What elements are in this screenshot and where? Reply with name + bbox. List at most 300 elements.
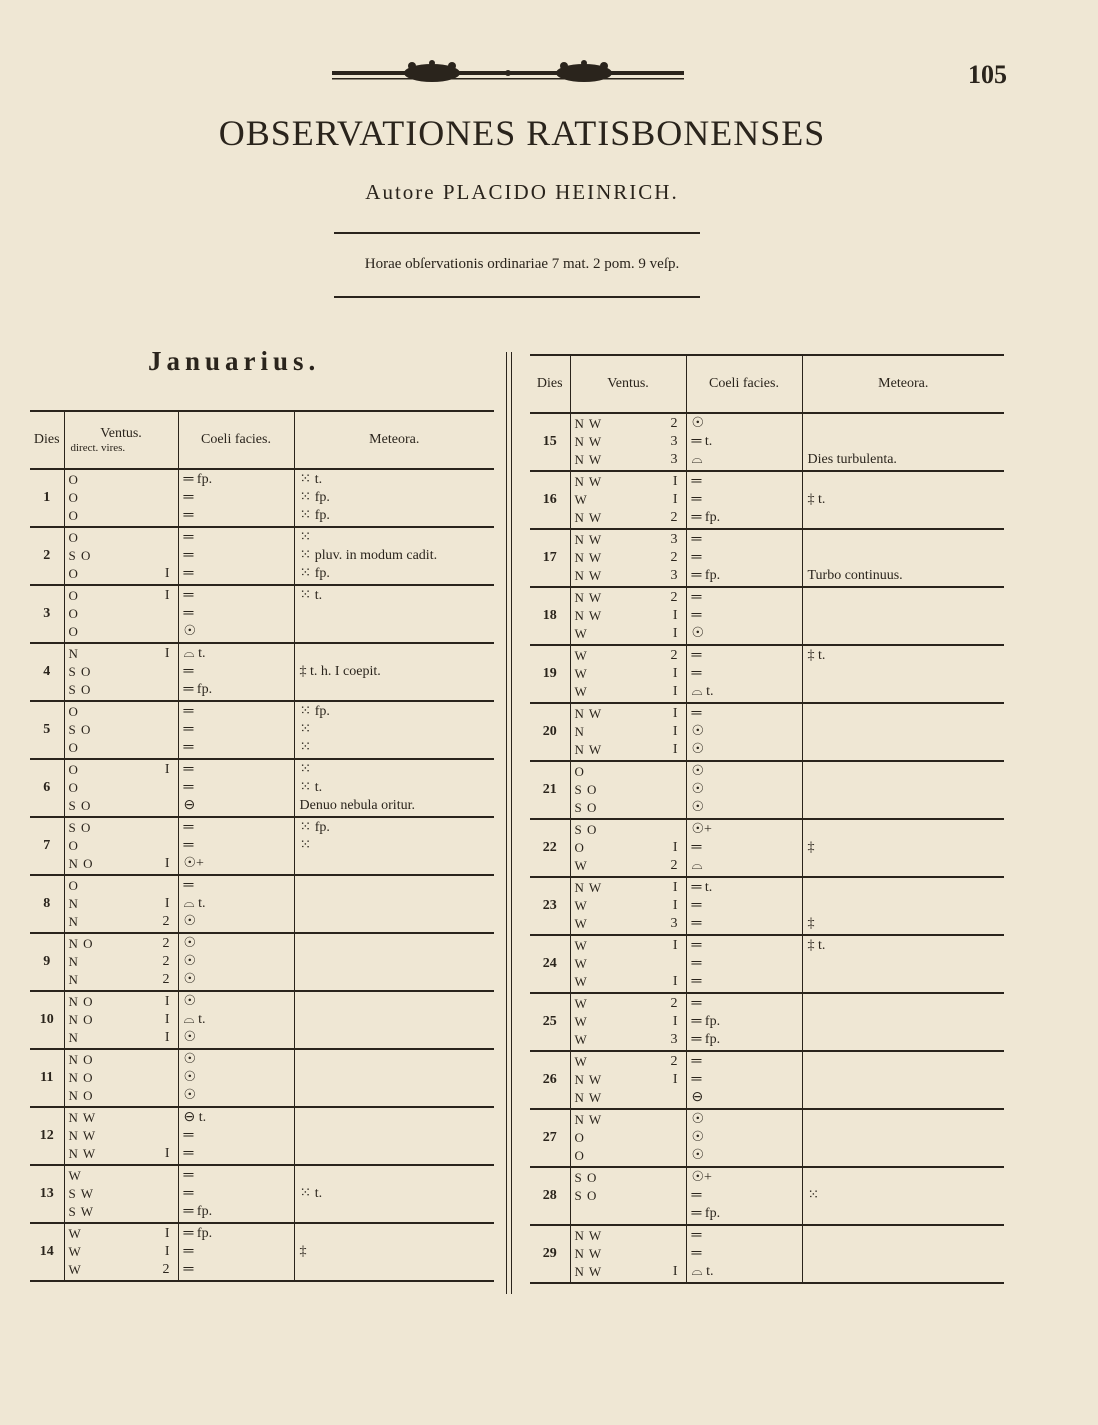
wind-reading <box>65 605 178 623</box>
sky-symbol: ═ t. <box>691 434 713 449</box>
wind-direction: N <box>68 1030 79 1045</box>
wind-force <box>638 763 678 781</box>
sky-symbol: ═ <box>183 1244 194 1259</box>
author-line: Autore PLACIDO HEINRICH. <box>365 180 679 204</box>
table-row <box>30 643 494 701</box>
sky-cell <box>686 1167 802 1225</box>
sky-symbol: ═ fp. <box>691 1032 721 1047</box>
wind-reading <box>571 625 686 643</box>
wind-force: 3 <box>670 452 678 467</box>
wind-reading <box>571 879 686 897</box>
wind-reading <box>65 663 178 681</box>
wind-cell <box>570 1225 686 1283</box>
wind-force: I <box>164 762 170 777</box>
sky-symbol: ═ <box>183 1146 194 1161</box>
wind-direction: W <box>574 1054 588 1069</box>
wind-cell <box>570 935 686 993</box>
meteora-cell <box>294 1107 494 1165</box>
wind-direction: N W <box>574 532 603 547</box>
wind-force: 2 <box>162 936 170 951</box>
meteora-note: ⁙ fp. <box>299 820 330 835</box>
wind-force: I <box>672 898 678 913</box>
wind-force <box>130 1127 170 1145</box>
wind-force: I <box>672 742 678 757</box>
table-row <box>530 413 1004 471</box>
wind-cell <box>64 1165 178 1223</box>
meteora-cell <box>294 643 494 701</box>
wind-reading <box>65 913 178 931</box>
meteora-note <box>803 799 1005 817</box>
meteora-note: ‡ t. <box>807 938 826 953</box>
meteora-note <box>803 1053 1005 1071</box>
meteora-cell <box>294 1049 494 1107</box>
meteora-cell <box>294 469 494 527</box>
wind-direction: S W <box>68 1186 95 1201</box>
wind-reading <box>571 915 686 933</box>
sky-symbol: ═ <box>691 898 702 913</box>
meteora-note <box>803 995 1005 1013</box>
wind-reading <box>571 995 686 1013</box>
meteora-note <box>803 549 1005 567</box>
wind-reading <box>571 1071 686 1089</box>
wind-direction: N W <box>68 1128 97 1143</box>
meteora-note <box>803 781 1005 799</box>
day-number: 12 <box>39 1128 54 1143</box>
wind-direction: N W <box>574 510 603 525</box>
wind-direction: N W <box>574 568 603 583</box>
wind-cell <box>570 1109 686 1167</box>
wind-direction: N W <box>574 1090 603 1105</box>
wind-reading <box>65 1185 178 1203</box>
sky-symbol: ═ fp. <box>183 682 213 697</box>
wind-direction: W <box>68 1168 82 1183</box>
sky-symbol: ☉ <box>691 1148 705 1163</box>
col-header-dies: Dies <box>536 376 563 391</box>
wind-force: I <box>672 608 678 623</box>
meteora-note <box>295 1145 495 1163</box>
wind-force <box>638 955 678 973</box>
wind-cell <box>570 471 686 529</box>
table-header-row <box>30 411 494 469</box>
sky-symbol: ═ <box>691 1228 702 1243</box>
meteora-cell <box>294 759 494 817</box>
table-row <box>30 875 494 933</box>
sky-cell <box>178 875 294 933</box>
wind-reading <box>571 1245 686 1263</box>
wind-direction: N <box>68 646 79 661</box>
sky-symbol: ═ <box>183 566 194 581</box>
sky-cell <box>178 933 294 991</box>
meteora-cell <box>294 933 494 991</box>
wind-reading <box>65 1051 178 1069</box>
wind-direction: N W <box>68 1110 97 1125</box>
day-number: 29 <box>542 1246 557 1261</box>
wind-direction: S O <box>68 664 92 679</box>
table-row <box>530 529 1004 587</box>
sky-symbol: ═ <box>691 666 702 681</box>
meteora-note <box>295 913 495 931</box>
meteora-note <box>295 1109 495 1127</box>
wind-direction: O <box>68 530 79 545</box>
wind-cell <box>570 703 686 761</box>
day-number: 24 <box>542 956 557 971</box>
meteora-cell <box>802 471 1004 529</box>
meteora-note <box>803 821 1005 839</box>
wind-cell <box>64 1049 178 1107</box>
sky-symbol: ═ <box>183 530 194 545</box>
wind-reading <box>571 973 686 991</box>
meteora-note <box>295 1167 495 1185</box>
meteora-note <box>295 681 495 699</box>
sky-symbol: ☉ <box>691 764 705 779</box>
sky-symbol: ═ <box>183 780 194 795</box>
meteora-note <box>803 1013 1005 1031</box>
wind-reading <box>571 531 686 549</box>
meteora-note <box>295 1087 495 1105</box>
sky-cell <box>178 1223 294 1281</box>
day-number: 14 <box>39 1244 54 1259</box>
sky-cell <box>686 993 802 1051</box>
sky-symbol: ☉ <box>183 624 197 639</box>
wind-reading <box>65 721 178 739</box>
wind-direction: O <box>68 566 79 581</box>
table-row <box>30 701 494 759</box>
col-header-meteora: Meteora. <box>294 411 494 469</box>
wind-reading <box>65 761 178 779</box>
wind-force <box>638 1089 678 1107</box>
table-row <box>530 471 1004 529</box>
wind-direction: N <box>68 972 79 987</box>
wind-reading <box>65 797 178 815</box>
sky-symbol: ☉ <box>183 1052 197 1067</box>
ventus-label: Ventus. <box>100 426 142 441</box>
wind-reading <box>571 1013 686 1031</box>
wind-direction: O <box>68 490 79 505</box>
sky-cell <box>178 817 294 875</box>
sky-symbol: ═ fp. <box>183 472 213 487</box>
wind-force: I <box>672 880 678 895</box>
wind-direction: S O <box>68 682 92 697</box>
wind-reading <box>571 1227 686 1245</box>
meteora-cell <box>294 817 494 875</box>
sky-symbol: ═ <box>183 606 194 621</box>
sky-symbol: ═ fp. <box>691 510 721 525</box>
meteora-note <box>803 857 1005 875</box>
table-row <box>30 1165 494 1223</box>
wind-force: 3 <box>670 568 678 583</box>
sky-symbol: ═ <box>691 974 702 989</box>
wind-direction: N W <box>574 608 603 623</box>
sky-cell <box>686 877 802 935</box>
sky-symbol: ═ <box>183 820 194 835</box>
sky-symbol: ⌓ <box>691 858 703 873</box>
sky-symbol: ═ fp. <box>691 1206 721 1221</box>
sky-cell <box>178 701 294 759</box>
wind-reading <box>571 473 686 491</box>
sky-cell <box>686 471 802 529</box>
wind-direction: S O <box>68 798 92 813</box>
observations-table-left <box>30 410 494 1282</box>
wind-force: I <box>672 1014 678 1029</box>
meteora-note <box>803 897 1005 915</box>
sky-symbol: ═ <box>183 1186 194 1201</box>
meteora-note <box>803 589 1005 607</box>
wind-force <box>130 877 170 895</box>
wind-reading <box>65 1087 178 1105</box>
meteora-note <box>803 415 1005 433</box>
wind-cell <box>64 643 178 701</box>
day-number: 3 <box>43 606 51 621</box>
meteora-note <box>295 971 495 989</box>
meteora-note: ‡ t. <box>807 492 826 507</box>
table-row <box>530 587 1004 645</box>
meteora-note: ⁙ <box>299 762 312 777</box>
wind-direction: O <box>574 1130 585 1145</box>
wind-direction: W <box>574 996 588 1011</box>
wind-direction: W <box>574 916 588 931</box>
wind-force: I <box>164 1226 170 1241</box>
table-row <box>30 585 494 643</box>
wind-direction: N W <box>574 880 603 895</box>
wind-force: I <box>164 646 170 661</box>
table-row <box>530 1051 1004 1109</box>
day-number: 5 <box>43 722 51 737</box>
wind-direction: O <box>574 1148 585 1163</box>
wind-direction: W <box>574 974 588 989</box>
wind-reading <box>65 645 178 663</box>
meteora-note: ‡ <box>807 840 815 855</box>
table-row <box>530 877 1004 935</box>
wind-reading <box>65 855 178 873</box>
wind-reading <box>571 451 686 469</box>
wind-direction: O <box>68 762 79 777</box>
sky-symbol: ☉ <box>183 914 197 929</box>
table-row <box>530 761 1004 819</box>
wind-reading <box>571 549 686 567</box>
wind-force: I <box>672 840 678 855</box>
wind-reading <box>571 509 686 527</box>
sky-symbol: ☉ <box>183 1088 197 1103</box>
table-row <box>30 469 494 527</box>
sky-cell <box>686 1051 802 1109</box>
wind-force: 3 <box>670 532 678 547</box>
meteora-cell <box>802 935 1004 993</box>
wind-reading <box>65 507 178 525</box>
meteora-note <box>295 1069 495 1087</box>
sky-symbol: ═ <box>691 916 702 931</box>
wind-cell <box>570 993 686 1051</box>
wind-force: I <box>164 856 170 871</box>
table-row <box>30 991 494 1049</box>
wind-force <box>130 1069 170 1087</box>
wind-force <box>130 547 170 565</box>
sky-symbol: ☉ <box>691 1130 705 1145</box>
day-number: 8 <box>43 896 51 911</box>
sky-symbol: ═ <box>183 878 194 893</box>
meteora-note: ⁙ t. <box>299 588 323 603</box>
wind-direction: O <box>68 704 79 719</box>
sky-cell <box>686 819 802 877</box>
wind-cell <box>570 1051 686 1109</box>
col-header-coeli: Coeli facies. <box>686 355 802 413</box>
wind-force <box>638 781 678 799</box>
sky-symbol: ═ <box>183 548 194 563</box>
wind-force: I <box>164 1146 170 1161</box>
sky-symbol: ☉+ <box>183 856 204 871</box>
sky-symbol: ☉ <box>183 1070 197 1085</box>
wind-reading <box>65 953 178 971</box>
wind-direction: W <box>574 1032 588 1047</box>
meteora-note <box>803 1129 1005 1147</box>
wind-force <box>130 1203 170 1221</box>
wind-reading <box>571 683 686 701</box>
wind-direction: N O <box>68 856 94 871</box>
meteora-note <box>803 1071 1005 1089</box>
meteora-note <box>295 1127 495 1145</box>
wind-reading <box>571 799 686 817</box>
wind-direction: N W <box>574 474 603 489</box>
wind-direction: S O <box>68 820 92 835</box>
meteora-cell <box>802 703 1004 761</box>
day-number: 20 <box>542 724 557 739</box>
meteora-note <box>295 1051 495 1069</box>
meteora-note <box>803 1147 1005 1165</box>
wind-reading <box>65 471 178 489</box>
wind-direction: O <box>68 878 79 893</box>
day-number: 23 <box>542 898 557 913</box>
wind-direction: N O <box>68 1012 94 1027</box>
wind-reading <box>571 1147 686 1165</box>
wind-direction: N W <box>574 416 603 431</box>
day-number: 19 <box>542 666 557 681</box>
wind-force <box>130 739 170 757</box>
meteora-note: ‡ <box>299 1244 307 1259</box>
sky-cell <box>178 759 294 817</box>
sky-cell <box>178 527 294 585</box>
wind-reading <box>65 739 178 757</box>
day-number: 15 <box>542 434 557 449</box>
wind-force <box>130 779 170 797</box>
sky-symbol: ═ <box>691 840 702 855</box>
meteora-cell <box>802 529 1004 587</box>
meteora-note <box>803 665 1005 683</box>
wind-direction: W <box>68 1226 82 1241</box>
wind-reading <box>65 779 178 797</box>
month-heading: Januarius. <box>148 346 321 376</box>
sky-symbol: ═ <box>691 648 702 663</box>
sky-symbol: ⊖ <box>691 1090 704 1105</box>
col-header-ventus <box>64 411 178 469</box>
sky-symbol: ☉ <box>691 742 705 757</box>
meteora-note <box>295 1203 495 1221</box>
wind-direction: N W <box>574 452 603 467</box>
wind-cell <box>570 413 686 471</box>
wind-direction: O <box>68 588 79 603</box>
wind-reading <box>571 665 686 683</box>
wind-direction: S O <box>574 822 598 837</box>
wind-cell <box>570 645 686 703</box>
sky-symbol: ⌓ t. <box>691 684 714 699</box>
wind-direction: N <box>68 914 79 929</box>
sky-cell <box>686 413 802 471</box>
wind-reading <box>65 681 178 699</box>
wind-force <box>130 471 170 489</box>
wind-direction: N O <box>68 1052 94 1067</box>
meteora-note: Dies turbulenta. <box>807 452 897 467</box>
meteora-note <box>803 509 1005 527</box>
wind-force: I <box>672 724 678 739</box>
wind-reading <box>571 1205 686 1223</box>
meteora-note <box>295 623 495 641</box>
wind-force: I <box>164 994 170 1009</box>
wind-force: I <box>672 492 678 507</box>
meteora-note: ⁙ <box>299 722 312 737</box>
day-number: 17 <box>542 550 557 565</box>
wind-reading <box>571 491 686 509</box>
sky-symbol: ═ <box>183 838 194 853</box>
meteora-note <box>803 879 1005 897</box>
wind-direction: W <box>574 858 588 873</box>
wind-cell <box>570 819 686 877</box>
wind-direction: S O <box>68 722 92 737</box>
meteora-note <box>295 605 495 623</box>
wind-force <box>130 605 170 623</box>
wind-reading <box>571 567 686 585</box>
wind-force <box>130 663 170 681</box>
day-number: 27 <box>542 1130 557 1145</box>
wind-force: I <box>672 1072 678 1087</box>
col-header-meteora: Meteora. <box>802 355 1004 413</box>
wind-force <box>130 1087 170 1105</box>
wind-force: 2 <box>670 416 678 431</box>
wind-force: 3 <box>670 434 678 449</box>
wind-force: I <box>672 938 678 953</box>
meteora-note <box>803 705 1005 723</box>
meteora-cell <box>294 527 494 585</box>
wind-force: I <box>672 1264 678 1279</box>
meteora-note <box>295 935 495 953</box>
sky-symbol: ☉ <box>691 626 705 641</box>
wind-direction: O <box>574 764 585 779</box>
wind-direction: N O <box>68 1088 94 1103</box>
meteora-cell <box>802 1225 1004 1283</box>
wind-cell <box>64 1223 178 1281</box>
wind-cell <box>64 933 178 991</box>
meteora-note <box>803 625 1005 643</box>
wind-reading <box>571 839 686 857</box>
wind-force: 2 <box>670 510 678 525</box>
meteora-cell <box>802 1109 1004 1167</box>
sky-symbol: ═ <box>691 492 702 507</box>
col-header-ventus: Ventus. <box>570 355 686 413</box>
wind-force: I <box>672 474 678 489</box>
sky-symbol: ☉+ <box>691 1170 712 1185</box>
wind-force <box>638 799 678 817</box>
meteora-note <box>803 723 1005 741</box>
sky-symbol: ═ <box>183 508 194 523</box>
sky-symbol: ⌓ t. <box>183 646 206 661</box>
sky-symbol: ═ fp. <box>183 1226 213 1241</box>
wind-reading <box>571 1129 686 1147</box>
sky-symbol: ⌓ t. <box>183 896 206 911</box>
day-number: 16 <box>542 492 557 507</box>
meteora-note: ⁙ <box>299 740 312 755</box>
wind-force: I <box>672 626 678 641</box>
sky-cell <box>686 761 802 819</box>
wind-direction: W <box>574 684 588 699</box>
wind-direction: N W <box>574 1264 603 1279</box>
sky-symbol: ⌓ <box>691 452 703 467</box>
